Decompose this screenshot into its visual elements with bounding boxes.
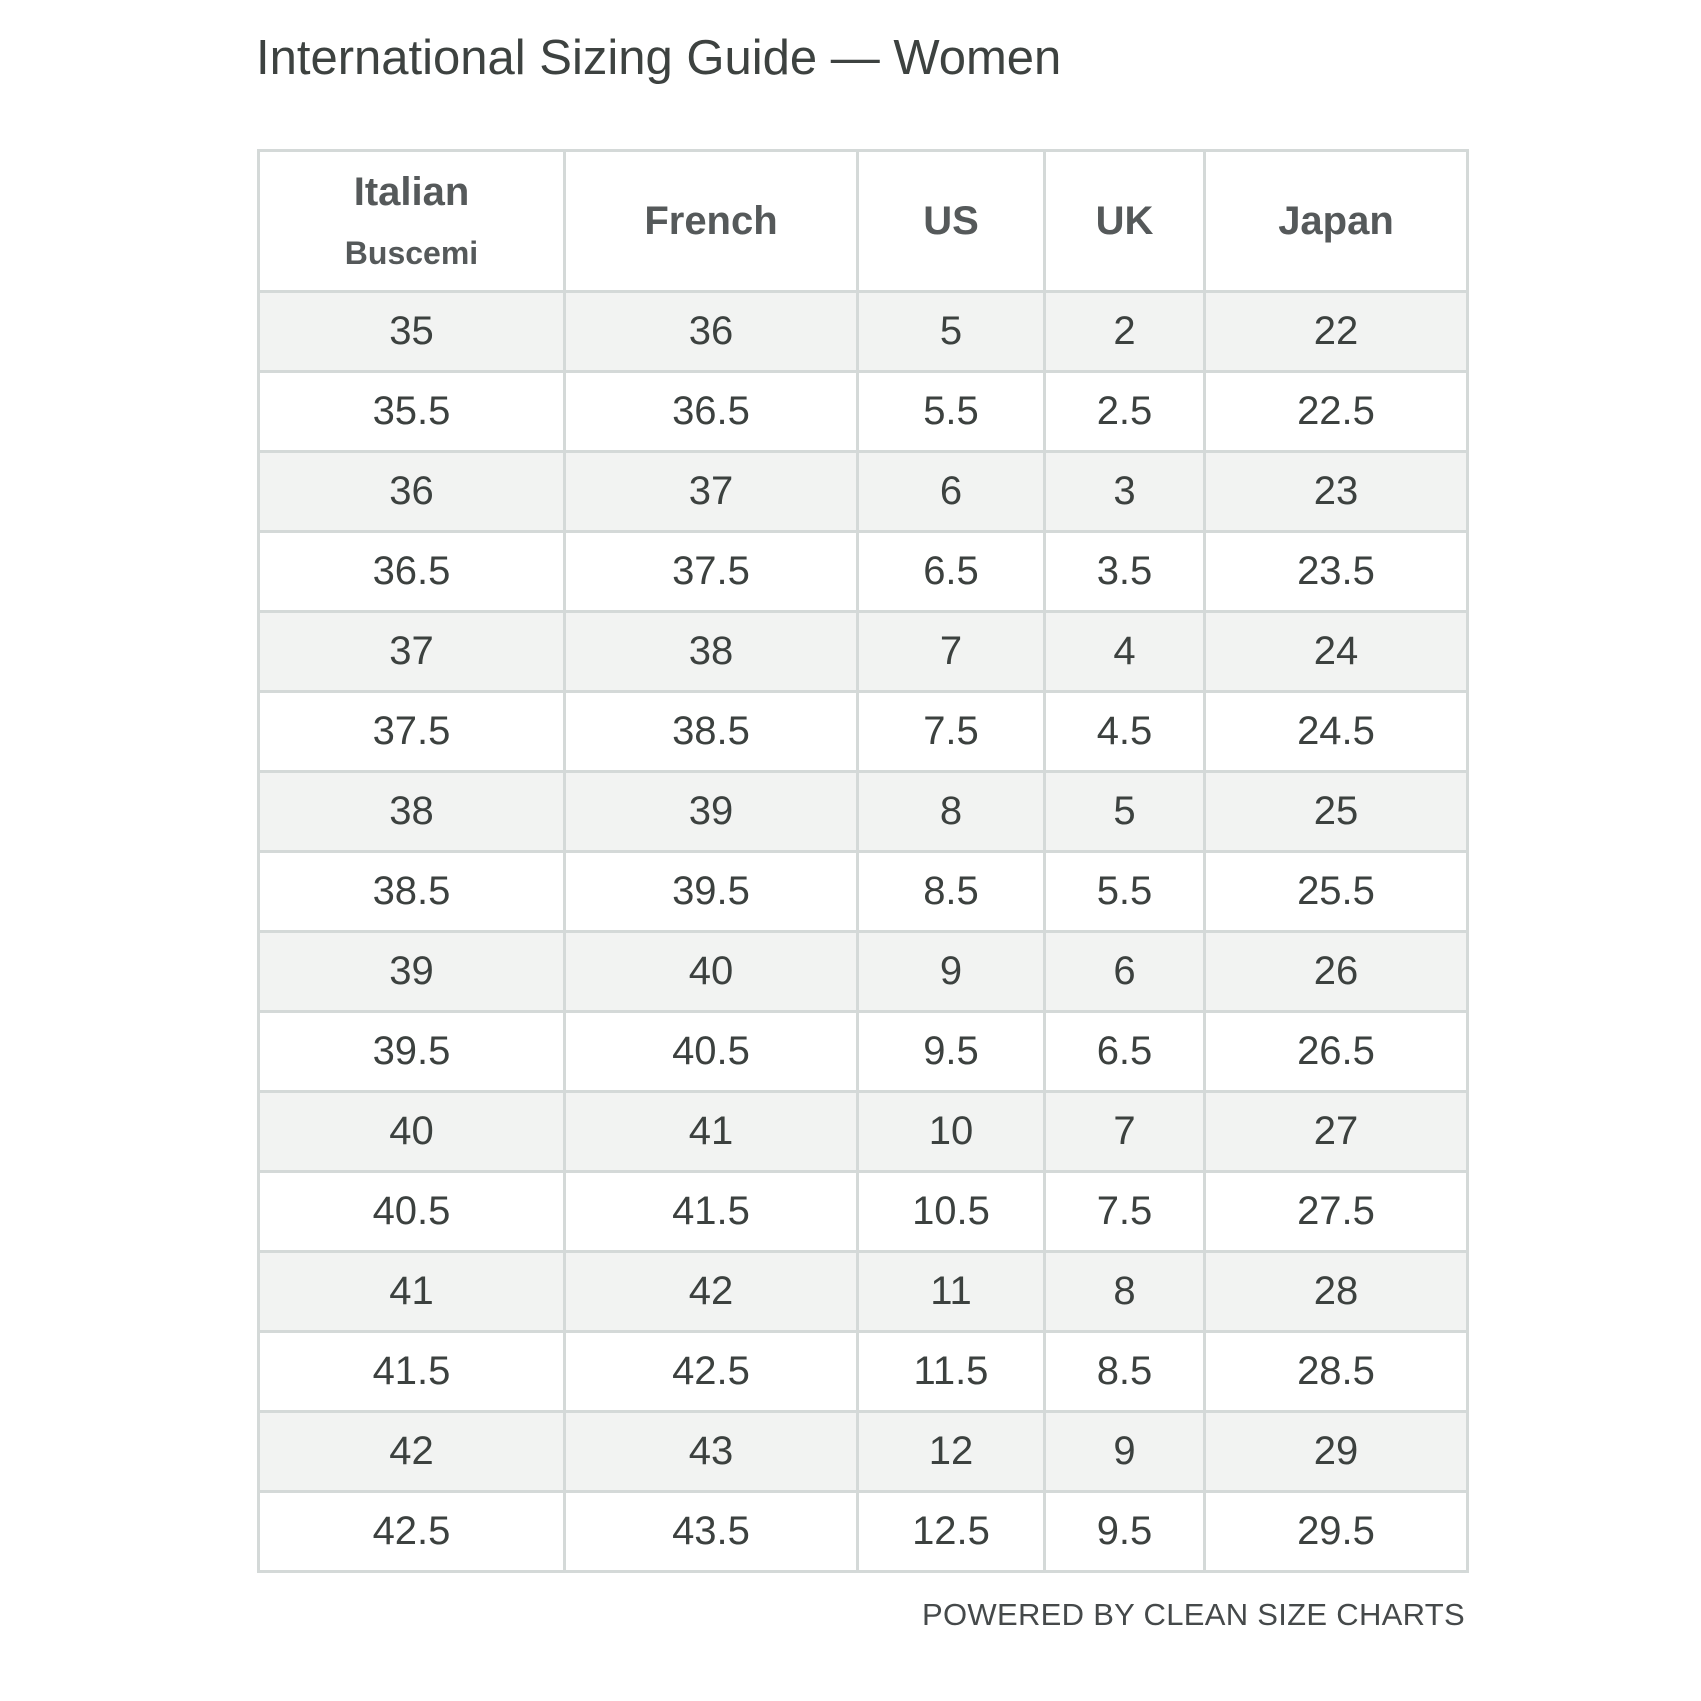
table-header-row — [259, 151, 1468, 292]
column-header-sublabel: Buscemi — [344, 235, 479, 271]
cell-french: 40.5 — [565, 1012, 858, 1092]
cell-french: 36.5 — [565, 372, 858, 452]
cell-uk: 5.5 — [1045, 852, 1205, 932]
cell-italian: 38 — [259, 772, 565, 852]
cell-italian: 39.5 — [259, 1012, 565, 1092]
cell-japan: 28.5 — [1205, 1332, 1468, 1412]
cell-us: 11.5 — [858, 1332, 1045, 1412]
cell-italian: 35.5 — [259, 372, 565, 452]
cell-uk: 7.5 — [1045, 1172, 1205, 1252]
cell-french: 36 — [565, 292, 858, 372]
table-row — [259, 372, 1468, 452]
cell-uk: 7 — [1045, 1092, 1205, 1172]
cell-italian: 36 — [259, 452, 565, 532]
cell-french: 37.5 — [565, 532, 858, 612]
cell-us: 5.5 — [858, 372, 1045, 452]
cell-japan: 23.5 — [1205, 532, 1468, 612]
cell-french: 39 — [565, 772, 858, 852]
column-header-japan — [1205, 151, 1468, 292]
sizing-table — [257, 149, 1469, 1573]
cell-us: 12 — [858, 1412, 1045, 1492]
cell-italian: 40 — [259, 1092, 565, 1172]
cell-italian: 40.5 — [259, 1172, 565, 1252]
cell-french: 38 — [565, 612, 858, 692]
cell-uk: 8 — [1045, 1252, 1205, 1332]
column-header-label: Italian — [353, 170, 470, 214]
cell-us: 8.5 — [858, 852, 1045, 932]
cell-us: 7 — [858, 612, 1045, 692]
cell-french: 39.5 — [565, 852, 858, 932]
table-row — [259, 1092, 1468, 1172]
cell-us: 6 — [858, 452, 1045, 532]
cell-us: 6.5 — [858, 532, 1045, 612]
cell-french: 43.5 — [565, 1492, 858, 1572]
cell-us: 12.5 — [858, 1492, 1045, 1572]
powered-by-credit: POWERED BY CLEAN SIZE CHARTS — [922, 1597, 1465, 1632]
cell-uk: 9.5 — [1045, 1492, 1205, 1572]
cell-french: 42.5 — [565, 1332, 858, 1412]
cell-japan: 29.5 — [1205, 1492, 1468, 1572]
column-header-uk — [1045, 151, 1205, 292]
cell-italian: 41 — [259, 1252, 565, 1332]
cell-us: 10 — [858, 1092, 1045, 1172]
cell-uk: 9 — [1045, 1412, 1205, 1492]
cell-japan: 29 — [1205, 1412, 1468, 1492]
cell-japan: 25 — [1205, 772, 1468, 852]
cell-italian: 41.5 — [259, 1332, 565, 1412]
cell-italian: 37.5 — [259, 692, 565, 772]
cell-us: 10.5 — [858, 1172, 1045, 1252]
cell-japan: 26 — [1205, 932, 1468, 1012]
cell-japan: 24 — [1205, 612, 1468, 692]
table-row — [259, 532, 1468, 612]
table-row — [259, 292, 1468, 372]
column-header-label: UK — [1095, 199, 1154, 243]
table-row — [259, 1012, 1468, 1092]
cell-french: 40 — [565, 932, 858, 1012]
cell-japan: 23 — [1205, 452, 1468, 532]
cell-uk: 4 — [1045, 612, 1205, 692]
cell-italian: 37 — [259, 612, 565, 692]
page-title: International Sizing Guide — Women — [256, 31, 1062, 85]
column-header-us — [858, 151, 1045, 292]
cell-uk: 2.5 — [1045, 372, 1205, 452]
cell-us: 7.5 — [858, 692, 1045, 772]
cell-japan: 25.5 — [1205, 852, 1468, 932]
table-row — [259, 1252, 1468, 1332]
cell-us: 11 — [858, 1252, 1045, 1332]
cell-japan: 22 — [1205, 292, 1468, 372]
cell-uk: 5 — [1045, 772, 1205, 852]
cell-uk: 6.5 — [1045, 1012, 1205, 1092]
table-row — [259, 612, 1468, 692]
cell-us: 5 — [858, 292, 1045, 372]
cell-italian: 36.5 — [259, 532, 565, 612]
column-header-label: Japan — [1278, 199, 1394, 243]
cell-japan: 27.5 — [1205, 1172, 1468, 1252]
cell-french: 38.5 — [565, 692, 858, 772]
table-row — [259, 852, 1468, 932]
column-header-label: French — [644, 199, 778, 243]
cell-italian: 38.5 — [259, 852, 565, 932]
table-row — [259, 692, 1468, 772]
table-row — [259, 1492, 1468, 1572]
table-row — [259, 452, 1468, 532]
column-header-french — [565, 151, 858, 292]
cell-uk: 8.5 — [1045, 1332, 1205, 1412]
cell-uk: 4.5 — [1045, 692, 1205, 772]
cell-us: 9 — [858, 932, 1045, 1012]
table-row — [259, 1412, 1468, 1492]
cell-uk: 3.5 — [1045, 532, 1205, 612]
column-header-italian — [259, 151, 565, 292]
cell-us: 9.5 — [858, 1012, 1045, 1092]
cell-french: 43 — [565, 1412, 858, 1492]
table-row — [259, 1172, 1468, 1252]
cell-french: 41.5 — [565, 1172, 858, 1252]
cell-italian: 42.5 — [259, 1492, 565, 1572]
table-row — [259, 1332, 1468, 1412]
cell-japan: 28 — [1205, 1252, 1468, 1332]
cell-italian: 35 — [259, 292, 565, 372]
cell-japan: 27 — [1205, 1092, 1468, 1172]
cell-french: 41 — [565, 1092, 858, 1172]
cell-japan: 24.5 — [1205, 692, 1468, 772]
table-row — [259, 772, 1468, 852]
cell-uk: 6 — [1045, 932, 1205, 1012]
cell-uk: 2 — [1045, 292, 1205, 372]
cell-french: 42 — [565, 1252, 858, 1332]
column-header-label: US — [923, 199, 979, 243]
cell-japan: 22.5 — [1205, 372, 1468, 452]
cell-italian: 42 — [259, 1412, 565, 1492]
cell-italian: 39 — [259, 932, 565, 1012]
cell-uk: 3 — [1045, 452, 1205, 532]
cell-japan: 26.5 — [1205, 1012, 1468, 1092]
cell-french: 37 — [565, 452, 858, 532]
table-row — [259, 932, 1468, 1012]
cell-us: 8 — [858, 772, 1045, 852]
